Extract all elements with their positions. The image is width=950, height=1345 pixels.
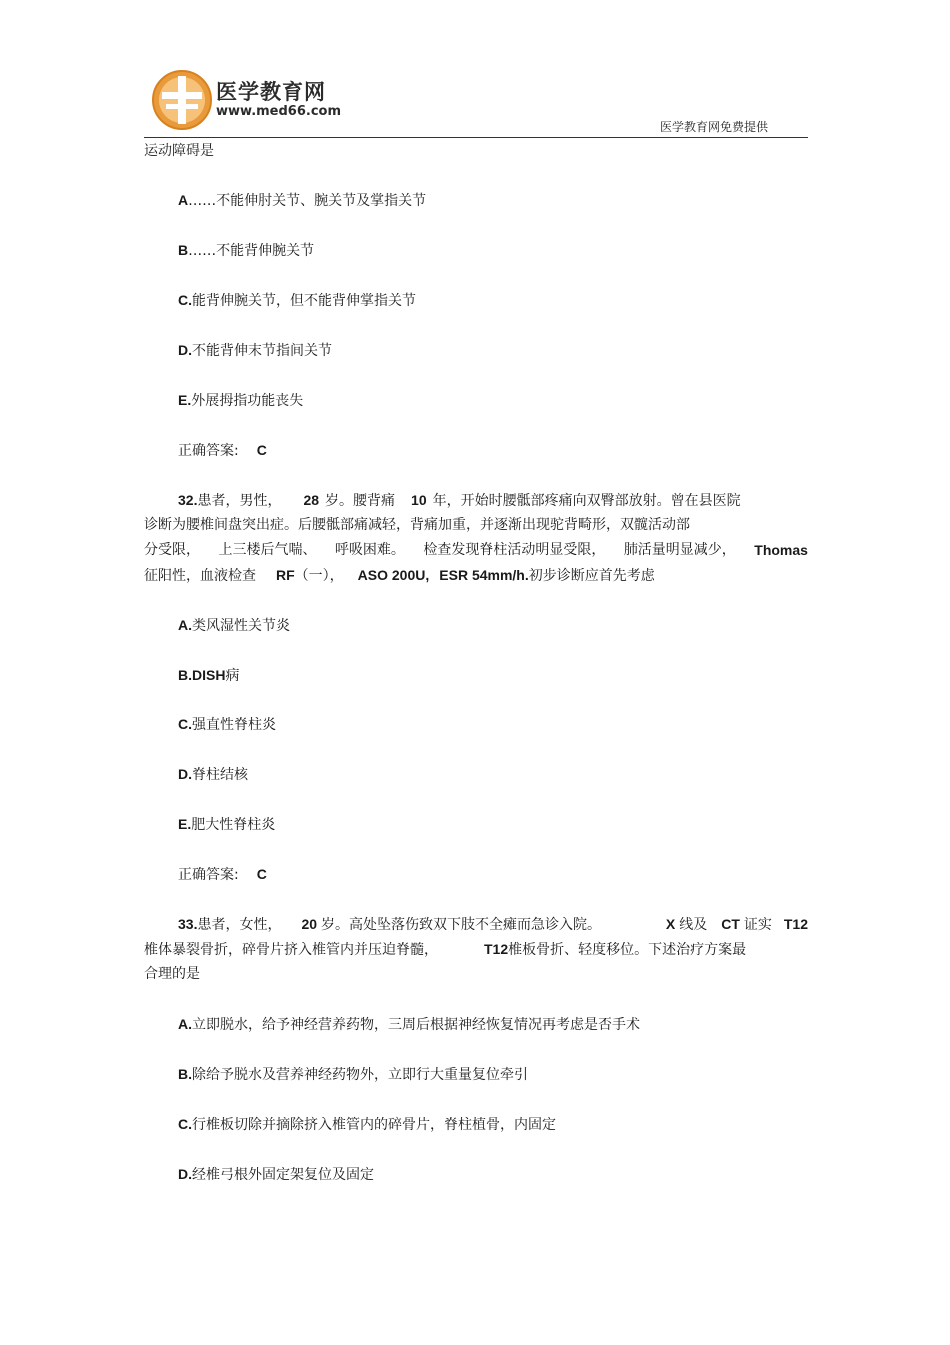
option-key: D. bbox=[178, 342, 192, 358]
option-key: B bbox=[178, 242, 189, 258]
q33-stem-line-2: 椎体暴裂骨折，碎骨片挤入椎管内并压迫脊髓， T12椎板骨折、轻度移位。下述治疗方案最 bbox=[144, 941, 747, 958]
q32-stem-line-2: 诊断为腰椎间盘突出症。后腰骶部痛减轻，背痛加重，并逐渐出现驼背畸形，双髋活动部 bbox=[144, 517, 690, 533]
q31-answer bbox=[178, 441, 267, 460]
option-text: 类风湿性关节炎 bbox=[192, 618, 290, 634]
option-text: 不能背伸末节指间关节 bbox=[192, 343, 332, 359]
q33-option-d bbox=[178, 1165, 374, 1184]
option-text: 脊柱结核 bbox=[192, 767, 248, 783]
option-key: C. bbox=[178, 716, 192, 732]
answer-value: C bbox=[256, 866, 267, 882]
q32-answer bbox=[178, 865, 267, 884]
site-logo[interactable] bbox=[152, 70, 342, 132]
logo-site-name: 医学教育网 bbox=[216, 80, 326, 104]
answer-label: 正确答案: bbox=[178, 867, 239, 883]
q31-option-a bbox=[178, 191, 426, 210]
option-text: 外展拇指功能丧失 bbox=[191, 393, 304, 409]
q32-option-e bbox=[178, 815, 275, 834]
option-text: 肥大性脊柱炎 bbox=[191, 817, 276, 833]
q31-option-d bbox=[178, 341, 332, 360]
option-key: A. bbox=[178, 617, 192, 633]
q31-stem-tail: 运动障碍是 bbox=[144, 143, 214, 159]
q33-option-c bbox=[178, 1115, 556, 1134]
header-tagline: 医学教育网免费提供 bbox=[660, 120, 769, 134]
option-text: 行椎板切除并摘除挤入椎管内的碎骨片，脊柱植骨，内固定 bbox=[192, 1117, 556, 1133]
logo-emblem-icon bbox=[152, 70, 212, 130]
q32-stem-line-1: 32.患者，男性， 28 岁。腰背痛 10 年，开始时腰骶部疼痛向双臀部放射。曾在县医院 bbox=[178, 492, 741, 509]
question-number: 33. bbox=[178, 916, 198, 932]
option-key: A. bbox=[178, 1016, 192, 1032]
option-key: D. bbox=[178, 766, 192, 782]
option-text: 立即脱水，给予神经营养药物，三周后根据神经恢复情况再考虑是否手术 bbox=[192, 1017, 640, 1033]
question-number: 32. bbox=[178, 492, 198, 508]
option-text: ……不能伸肘关节、腕关节及掌指关节 bbox=[188, 193, 427, 209]
option-key: C. bbox=[178, 292, 192, 308]
q31-option-c bbox=[178, 291, 416, 310]
q33-option-b bbox=[178, 1065, 528, 1084]
option-key: B.DISH bbox=[178, 667, 226, 683]
q33-stem-line-3: 合理的是 bbox=[144, 966, 200, 982]
option-text: ……不能背伸腕关节 bbox=[188, 243, 315, 259]
q32-option-d bbox=[178, 765, 248, 784]
q32-stem-line-3: 分受限， 上三楼后气喘、 呼吸困难。 检查发现脊柱活动明显受限， 肺活量明显减少， Thomas bbox=[144, 542, 808, 558]
q33-option-a bbox=[178, 1015, 640, 1034]
q32-option-a bbox=[178, 616, 290, 635]
header-divider bbox=[144, 137, 808, 138]
option-key: E. bbox=[178, 392, 192, 408]
q32-option-c bbox=[178, 715, 276, 734]
option-text: 除给予脱水及营养神经药物外，立即行大重量复位牵引 bbox=[192, 1067, 528, 1083]
option-text: 病 bbox=[225, 668, 240, 684]
q32-option-b bbox=[178, 666, 239, 685]
logo-site-url: www.med66.com bbox=[216, 104, 342, 119]
option-key: A bbox=[178, 192, 189, 208]
option-text: 经椎弓根外固定架复位及固定 bbox=[192, 1167, 374, 1183]
answer-value: C bbox=[256, 442, 267, 458]
option-key: B. bbox=[178, 1066, 192, 1082]
option-key: D. bbox=[178, 1166, 192, 1182]
answer-label: 正确答案: bbox=[178, 443, 239, 459]
option-key: C. bbox=[178, 1116, 192, 1132]
option-text: 能背伸腕关节，但不能背伸掌指关节 bbox=[192, 293, 416, 309]
q32-stem-line-4: 征阳性，血液检查 RF（一）， ASO 200U, ESR 54mm/h.初步诊断应首先考虑 bbox=[144, 567, 655, 584]
q33-stem-line-1: 33.患者，女性， 20 岁。高处坠落伤致双下肢不全瘫而急诊入院。 X 线及 CT 证实 T12 bbox=[178, 916, 808, 933]
q31-option-e bbox=[178, 391, 303, 410]
option-text: 强直性脊柱炎 bbox=[192, 717, 276, 733]
q31-option-b bbox=[178, 241, 314, 260]
option-key: E. bbox=[178, 816, 192, 832]
